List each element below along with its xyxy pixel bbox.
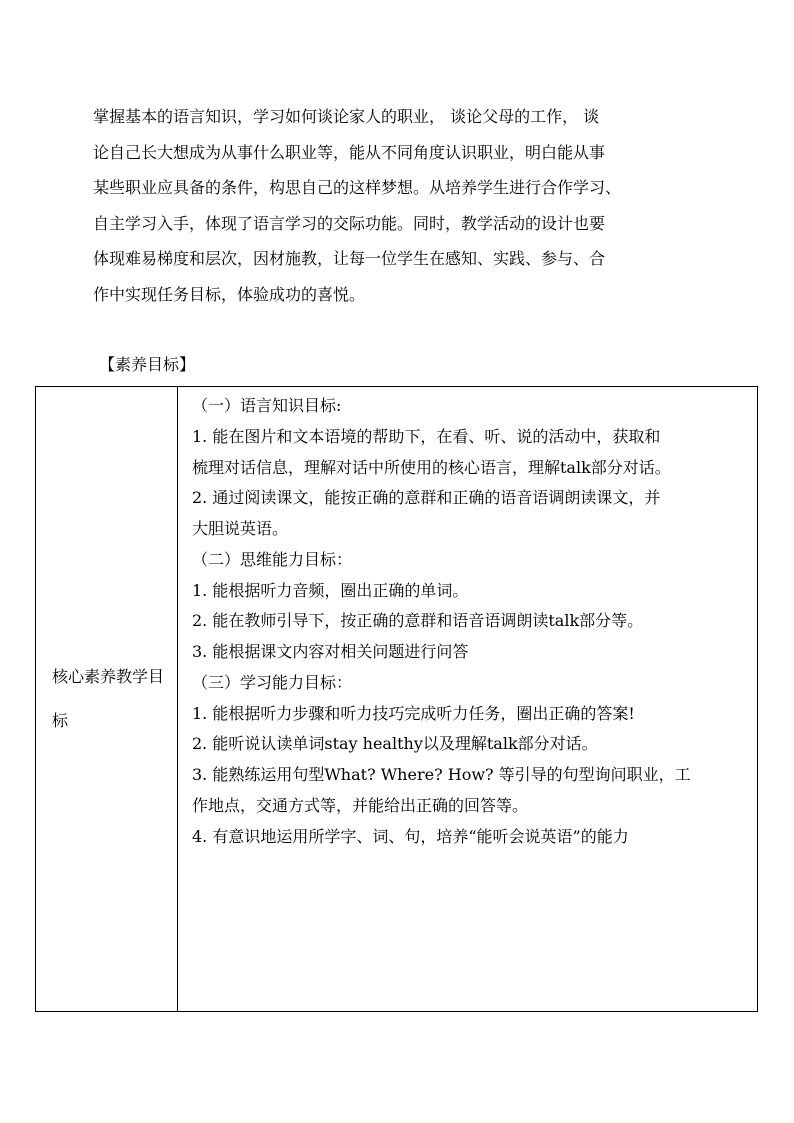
content-line: 2. 通过阅读课文，能按正确的意群和正确的语音语调朗读课文，并 <box>192 488 661 508</box>
table-row <box>36 387 758 1012</box>
content-line: 1. 能在图片和文本语境的帮助下，在看、听、说的活动中，获取和 <box>192 426 661 446</box>
section-heading: 【素养目标】 <box>99 355 196 374</box>
content-line: （三）学习能力目标： <box>192 672 353 692</box>
intro-line: 体现难易梯度和层次，因材施教，让每一位学生在感知、实践、参与、合 <box>93 249 606 268</box>
content-line: 梳理对话信息，理解对话中所使用的核心语言，理解talk部分对话。 <box>192 457 671 477</box>
intro-line: 论自己长大想成为从事什么职业等，能从不同角度认识职业，明白能从事 <box>93 142 606 162</box>
content-line: 1. 能根据听力音频，圈出正确的单词。 <box>192 580 469 600</box>
content-line: 2. 能在教师引导下，按正确的意群和语音语调朗读talk部分等。 <box>192 611 644 631</box>
table-label: 核心素养教学目标 <box>52 667 165 730</box>
table-label-cell <box>36 387 178 1012</box>
table-content-cell <box>178 387 758 1012</box>
goals-table <box>35 386 758 1012</box>
content-line: 2. 能听说认读单词stay healthy以及理解talk部分对话。 <box>192 734 598 754</box>
content-line: 作地点，交通方式等，并能给出正确的回答等。 <box>192 795 529 815</box>
content-line: 4. 有意识地运用所学字、词、句，培养“能听会说英语”的能力 <box>192 826 629 846</box>
intro-line: 掌握基本的语言知识，学习如何谈论家人的职业， 谈论父母的工作， 谈 <box>93 107 600 126</box>
content-line: 大胆说英语。 <box>192 519 289 538</box>
content-line: （二）思维能力目标： <box>192 549 353 569</box>
content-line: 3. 能熟练运用句型What? Where? How? 等引导的句型询问职业，工 <box>192 765 691 784</box>
content-line: 3. 能根据课文内容对相关问题进行问答 <box>192 642 469 661</box>
intro-line: 自主学习入手，体现了语言学习的交际功能。同时，教学活动的设计也要 <box>93 213 606 233</box>
intro-line: 作中实现任务目标，体验成功的喜悦。 <box>93 284 366 304</box>
intro-line: 某些职业应具备的条件，构思自己的这样梦想。从培养学生进行合作学习、 <box>93 178 622 197</box>
intro-paragraph <box>93 102 733 315</box>
content-line: （一）语言知识目标: <box>192 396 342 415</box>
content-line: 1. 能根据听力步骤和听力技巧完成听力任务，圈出正确的答案! <box>192 703 635 723</box>
